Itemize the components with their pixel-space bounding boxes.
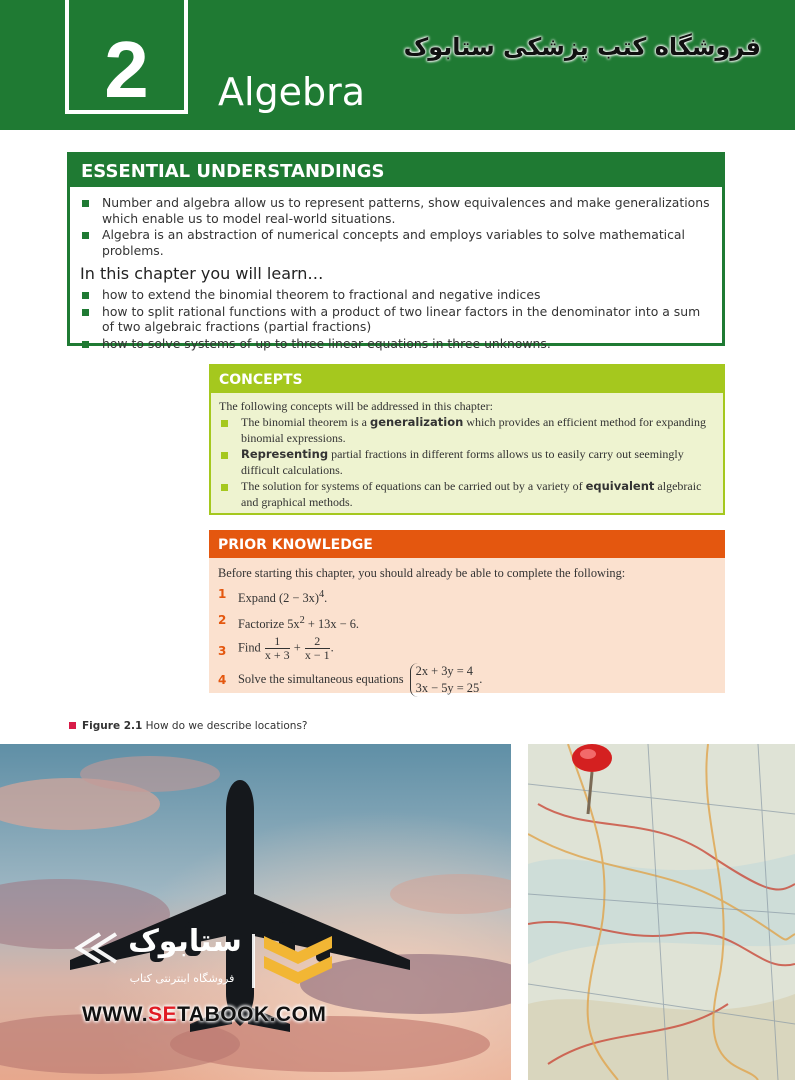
list-item: how to extend the binomial theorem to fractional and negative indices [80, 287, 712, 303]
learn-heading: In this chapter you will learn… [80, 264, 324, 283]
bullet-square-icon [82, 341, 89, 348]
equation-system: 2x + 3y = 4 3x − 5y = 25 [410, 663, 480, 697]
question-3: 3 Find $\frac{1}{x + 3}$ + $\frac{2}{x - 1}$ . [218, 634, 334, 663]
list-item: Representing partial fractions in different forms allows us to easily carry out seemingly difficult calculations. [219, 447, 715, 478]
bullet-square-icon [221, 452, 228, 459]
setabook-chevron-icon [264, 936, 332, 984]
list-item: Number and algebra allow us to represent patterns, show equivalences and make generalizations which enable us to model real-world situations. [80, 195, 712, 226]
question-4: 4 Solve the simultaneous equations 2x + 3y = 4 3x − 5y = 25 . [218, 664, 483, 696]
store-banner-text: فروشگاه کتب پزشکی ستابوک [403, 33, 761, 61]
airplane-photo [0, 744, 511, 1080]
concepts-heading: CONCEPTS [211, 366, 723, 393]
question-1: 1 Expand $(2 - 3x)^4$. [218, 587, 328, 606]
map-image [528, 744, 795, 1080]
concepts-intro: The following concepts will be addressed in this chapter: [219, 399, 493, 413]
fraction: $\frac{2}{x - 1}$ [304, 634, 330, 663]
list-item: how to split rational functions with a product of two linear factors in the denominator into a sum of two algebraic fractions (partial fractions) [80, 304, 712, 335]
chapter-banner [0, 0, 795, 130]
fraction: $\frac{1}{x + 3}$ [264, 634, 290, 663]
concepts-box [209, 364, 725, 515]
list-item: Algebra is an abstraction of numerical concepts and employs variables to solve mathematical problems. [80, 227, 712, 258]
prior-knowledge-heading: PRIOR KNOWLEDGE [209, 530, 725, 558]
bullet-square-icon [221, 420, 228, 427]
bullet-square-icon [221, 484, 228, 491]
watermark-logo-subtext: فروشگاه اینترنتی کتاب [129, 972, 235, 985]
map-photo [528, 744, 795, 1080]
airplane-image [0, 744, 511, 1080]
caption-square-icon [69, 722, 76, 729]
prior-knowledge-box [209, 530, 725, 696]
question-2: 2 Factorize $5x^2 + 13x - 6$. [218, 613, 360, 632]
bullet-square-icon [82, 292, 89, 299]
essential-understandings-box [67, 152, 725, 351]
watermark-logo [72, 926, 342, 996]
bullet-square-icon [82, 232, 89, 239]
figure-caption: Figure 2.1 How do we describe locations? [69, 720, 308, 732]
chapter-number: 2 [104, 25, 149, 114]
list-item: how to solve systems of up to three linear equations in three unknowns. [80, 336, 712, 352]
list-item: The solution for systems of equations can be carried out by a variety of equivalent algebraic and graphical methods. [219, 479, 715, 510]
list-item: The binomial theorem is a generalization which provides an efficient method for expanding binomial expressions. [219, 415, 715, 446]
prior-intro: Before starting this chapter, you should already be able to complete the following: [218, 566, 626, 580]
chapter-title: Algebra [218, 70, 366, 114]
watermark-logo-text: ستابوک [128, 924, 242, 959]
bullet-square-icon [82, 200, 89, 207]
essential-understandings-heading: ESSENTIAL UNDERSTANDINGS [70, 155, 722, 187]
bullet-square-icon [82, 309, 89, 316]
watermark-url: WWW.SETABOOK.COM [82, 1003, 327, 1026]
